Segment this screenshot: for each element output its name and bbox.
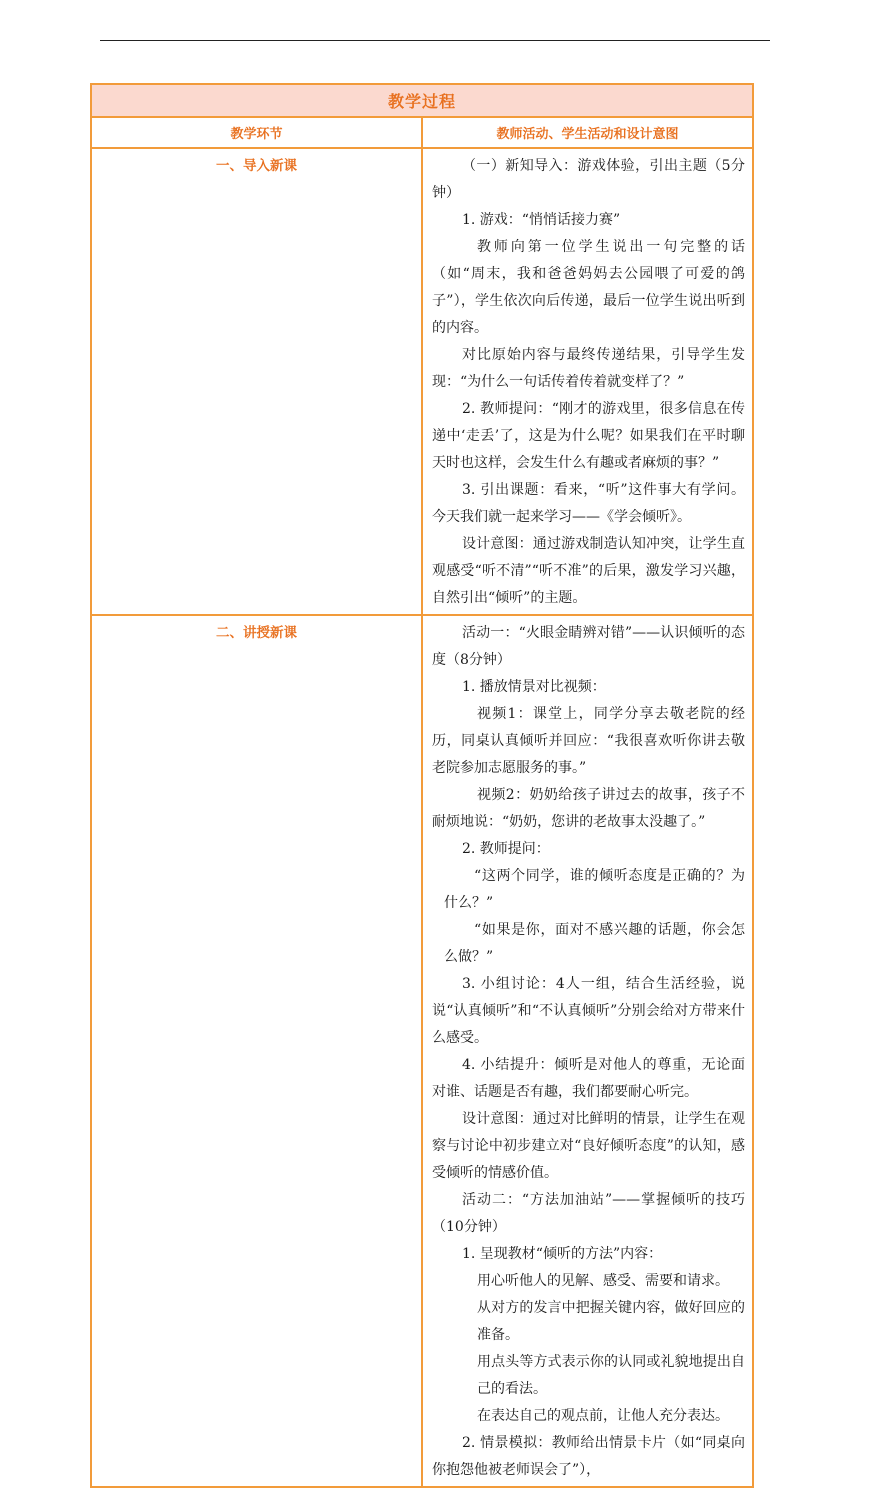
activity-step: 2. 教师提问： [462, 841, 550, 857]
activity-heading: 活动一：“火眼金睛辨对错”——认识倾听的态度（8分钟） [432, 625, 745, 668]
stage-label-intro: 一、导入新课 [216, 158, 297, 174]
activity-quote: “这两个同学，谁的倾听态度是正确的？为什么？” [444, 868, 745, 911]
activity-step: 4. 小结提升：倾听是对他人的尊重，无论面对谁、话题是否有趣，我们都要耐心听完。 [432, 1057, 745, 1100]
activity-step: 2. 情景模拟：教师给出情景卡片（如“同桌向你抱怨他被老师误会了”）， [432, 1435, 745, 1478]
header-rule [100, 40, 770, 41]
column-header-activities: 教师活动、学生活动和设计意图 [422, 117, 753, 148]
method-item: 从对方的发言中把握关键内容，做好回应的准备。 [477, 1300, 745, 1343]
intro-paragraph: 对比原始内容与最终传递结果，引导学生发现：“为什么一句话传着传着就变样了？” [432, 347, 745, 390]
activity-design-intent: 设计意图：通过对比鲜明的情景，让学生在观察与讨论中初步建立对“良好倾听态度”的认知，感受倾听的情感价值。 [432, 1111, 745, 1181]
intro-paragraph: 教师向第一位学生说出一句完整的话（如“周末，我和爸爸妈妈去公园喂了可爱的鸽子”），学生依次向后传递，最后一位学生说出听到的内容。 [432, 239, 745, 336]
activity-heading: 活动二：“方法加油站”——掌握倾听的技巧（10分钟） [432, 1192, 745, 1235]
intro-design-intent: 设计意图：通过游戏制造认知冲突，让学生直观感受“听不清”“听不准”的后果，激发学习兴趣，自然引出“倾听”的主题。 [432, 536, 745, 606]
table-row-intro [91, 148, 753, 615]
activity-step: 1. 播放情景对比视频： [462, 679, 606, 695]
stage-label-new-lesson: 二、讲授新课 [216, 625, 297, 641]
method-item: 用点头等方式表示你的认同或礼貌地提出自己的看法。 [477, 1354, 745, 1397]
stage-cell [91, 148, 422, 615]
intro-step: 2. 教师提问：“刚才的游戏里，很多信息在传递中‘走丢’了，这是为什么呢？如果我们在平时聊天时也这样，会发生什么有趣或者麻烦的事？” [432, 401, 745, 471]
activity-paragraph: 视频2：奶奶给孩子讲过去的故事，孩子不耐烦地说：“奶奶，您讲的老故事太没趣了。” [432, 787, 745, 830]
method-item: 在表达自己的观点前，让他人充分表达。 [477, 1408, 729, 1424]
activity-step: 3. 小组讨论：4人一组，结合生活经验，说说“认真倾听”和“不认真倾听”分别会给对方带来什么感受。 [432, 976, 745, 1046]
activity-paragraph: 视频1：课堂上，同学分享去敬老院的经历，同桌认真倾听并回应：“我很喜欢听你讲去敬老院参加志愿服务的事。” [432, 706, 745, 776]
intro-step: 1. 游戏：“悄悄话接力赛” [462, 212, 621, 228]
activity-quote: “如果是你，面对不感兴趣的话题，你会怎么做？” [444, 922, 745, 965]
method-item: 用心听他人的见解、感受、需要和请求。 [477, 1273, 729, 1289]
table-row-new-lesson [91, 615, 753, 1487]
content-cell-intro [422, 148, 753, 615]
stage-cell [91, 615, 422, 1487]
intro-heading: （一）新知导入：游戏体验，引出主题（5分钟） [432, 158, 745, 201]
column-header-stage: 教学环节 [91, 117, 422, 148]
intro-step: 3. 引出课题：看来，“听”这件事大有学问。今天我们就一起来学习——《学会倾听》。 [432, 482, 745, 525]
table-title: 教学过程 [91, 84, 753, 117]
activity-step: 1. 呈现教材“倾听的方法”内容： [462, 1246, 663, 1262]
content-cell-new-lesson [422, 615, 753, 1487]
teaching-process-table [90, 83, 754, 1488]
